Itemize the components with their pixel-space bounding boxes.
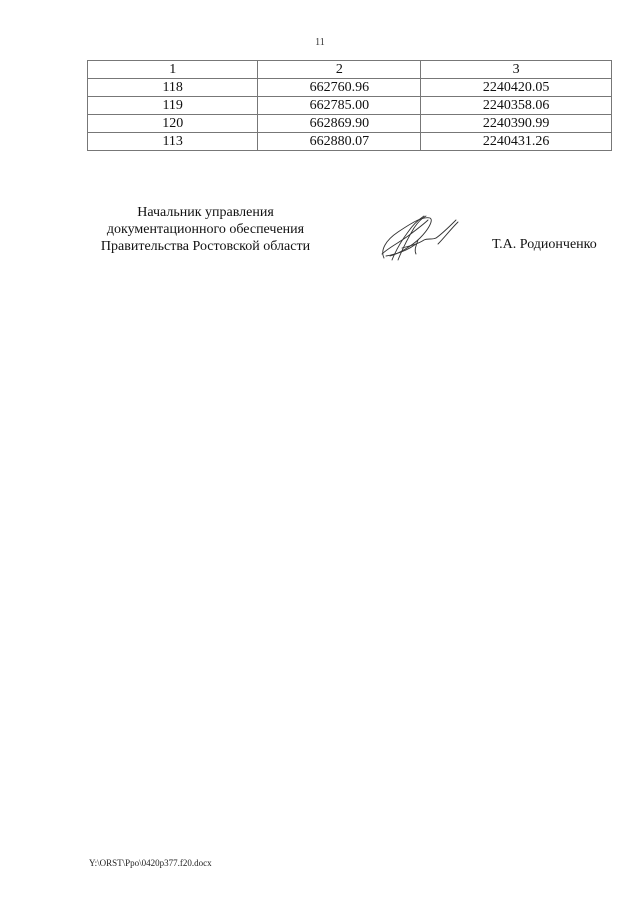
- handwritten-signature-icon: [378, 210, 460, 262]
- footer-file-path: Y:\ORST\Ppo\0420p377.f20.docx: [89, 858, 212, 868]
- y-coordinate-cell: 2240358.06: [421, 97, 612, 115]
- table-row: [88, 133, 612, 151]
- y-coordinate-cell: 2240431.26: [421, 133, 612, 151]
- table-row: [88, 79, 612, 97]
- x-coordinate-cell: 662869.90: [258, 115, 421, 133]
- x-coordinate-cell: 662760.96: [258, 79, 421, 97]
- table-header-cell: 2: [258, 61, 421, 79]
- table-row: [88, 115, 612, 133]
- y-coordinate-cell: 2240420.05: [421, 79, 612, 97]
- table-header-row: [88, 61, 612, 79]
- table-header-cell: 1: [88, 61, 258, 79]
- position-line: документационного обеспечения: [106, 222, 305, 237]
- coordinates-table: [87, 60, 612, 151]
- signer-position: [88, 204, 323, 255]
- point-number-cell: 119: [88, 97, 258, 115]
- table-row: [88, 97, 612, 115]
- x-coordinate-cell: 662785.00: [258, 97, 421, 115]
- position-line: Правительства Ростовской области: [100, 239, 311, 254]
- y-coordinate-cell: 2240390.99: [421, 115, 612, 133]
- point-number-cell: 120: [88, 115, 258, 133]
- x-coordinate-cell: 662880.07: [258, 133, 421, 151]
- signer-name: Т.А. Родионченко: [492, 237, 597, 252]
- point-number-cell: 113: [88, 133, 258, 151]
- point-number-cell: 118: [88, 79, 258, 97]
- position-line: Начальник управления: [137, 205, 274, 220]
- page-number: 11: [315, 37, 325, 48]
- table-header-cell: 3: [421, 61, 612, 79]
